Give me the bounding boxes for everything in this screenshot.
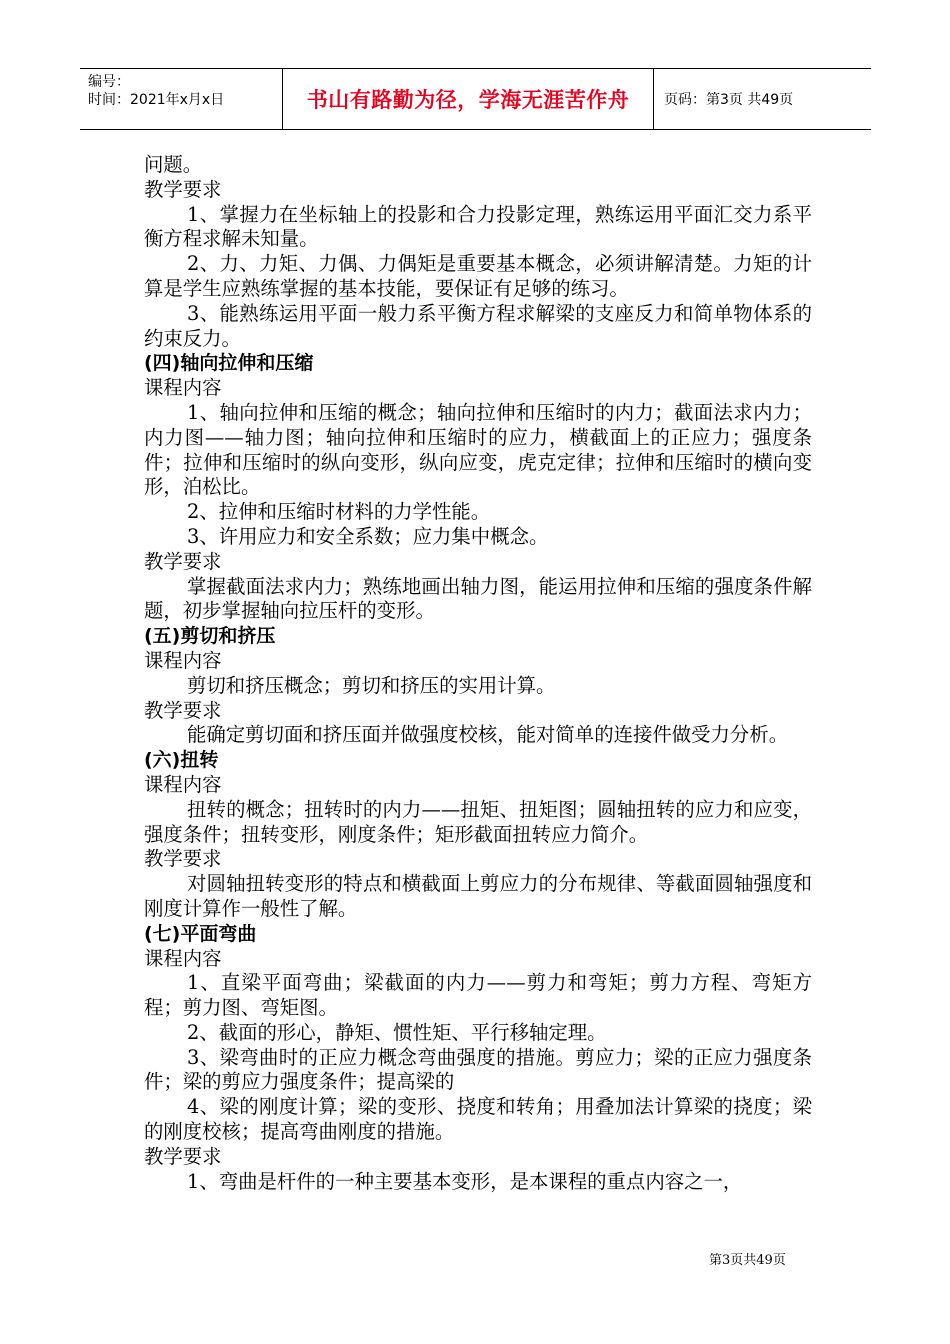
body-paragraph: 对圆轴扭转变形的特点和横截面上剪应力的分布规律、等截面圆轴强度和刚度计算作一般性了解。 <box>144 872 812 920</box>
body-paragraph: 1、轴向拉伸和压缩的概念；轴向拉伸和压缩时的内力；截面法求内力；内力图——轴力图；轴向拉伸和压缩时的应力，横截面上的正应力；强度条件；拉伸和压缩时的纵向变形，纵向应变，虎克定律；拉伸和压缩时的横向变形，泊松比。 <box>144 400 812 499</box>
body-paragraph: 3、梁弯曲时的正应力概念弯曲强度的措施。剪应力；梁的正应力强度条件；梁的剪应力强度条件；提高梁的 <box>144 1045 812 1094</box>
body-paragraph: 2、力、力矩、力偶、力偶矩是重要基本概念，必须讲解清楚。力矩的计算是学生应熟练掌握的基本技能，要保证有足够的练习。 <box>144 252 812 300</box>
section-heading: (四)轴向拉伸和压缩 <box>144 352 314 375</box>
document-date: 时间：2021年x月x日 <box>88 92 225 108</box>
body-paragraph: 3、许用应力和安全系数；应力集中概念。 <box>187 524 549 548</box>
page-footer: 第3页共49页 <box>709 1253 786 1268</box>
document-number-label: 编号： <box>88 74 130 90</box>
section-label: 教学要求 <box>144 549 222 573</box>
section-label: 课程内容 <box>144 376 222 400</box>
body-paragraph: 1、弯曲是杆件的一种主要基本变形，是本课程的重点内容之一， <box>187 1169 743 1193</box>
body-paragraph: 3、能熟练运用平面一般力系平衡方程求解梁的支座反力和简单物体系的约束反力。 <box>144 301 812 350</box>
document-body <box>144 153 812 1194</box>
body-paragraph: 4、梁的刚度计算；梁的变形、挠度和转角；用叠加法计算梁的挠度；梁的刚度校核；提高弯曲刚度的措施。 <box>144 1095 812 1144</box>
section-label: 课程内容 <box>144 772 222 796</box>
section-heading: (六)扭转 <box>144 749 219 772</box>
section-label: 教学要求 <box>144 177 222 201</box>
body-paragraph: 能确定剪切面和挤压面并做强度校核，能对简单的连接件做受力分析。 <box>187 723 789 747</box>
body-paragraph: 2、拉伸和压缩时材料的力学性能。 <box>187 500 491 524</box>
section-heading: (五)剪切和挤压 <box>144 625 276 648</box>
body-paragraph: 问题。 <box>144 153 203 176</box>
body-paragraph: 2、截面的形心，静矩、惯性矩、平行移轴定理。 <box>187 1020 607 1044</box>
section-label: 教学要求 <box>144 1144 222 1168</box>
body-paragraph: 1、掌握力在坐标轴上的投影和合力投影定理，熟练运用平面汇交力系平衡方程求解未知量。 <box>144 202 812 251</box>
section-label: 课程内容 <box>144 648 222 672</box>
body-paragraph: 剪切和挤压概念；剪切和挤压的实用计算。 <box>187 673 556 697</box>
header-motto: 书山有路勤为径，学海无涯苦作舟 <box>282 69 654 129</box>
page-header <box>80 68 871 130</box>
body-paragraph: 1、直梁平面弯曲；梁截面的内力——剪力和弯矩；剪力方程、弯矩方程；剪力图、弯矩图。 <box>144 971 812 1020</box>
body-paragraph: 扭转的概念；扭转时的内力——扭矩、扭矩图；圆轴扭转的应力和应变，强度条件；扭转变形，刚度条件；矩形截面扭转应力简介。 <box>144 797 812 846</box>
section-label: 教学要求 <box>144 698 222 722</box>
header-page-info: 页码：第3页 共49页 <box>664 92 794 108</box>
body-paragraph: 掌握截面法求内力；熟练地画出轴力图，能运用拉伸和压缩的强度条件解题，初步掌握轴向拉压杆的变形。 <box>144 574 812 623</box>
section-heading: (七)平面弯曲 <box>144 922 257 945</box>
section-label: 教学要求 <box>144 847 222 871</box>
header-meta <box>80 69 282 129</box>
section-label: 课程内容 <box>144 946 222 970</box>
